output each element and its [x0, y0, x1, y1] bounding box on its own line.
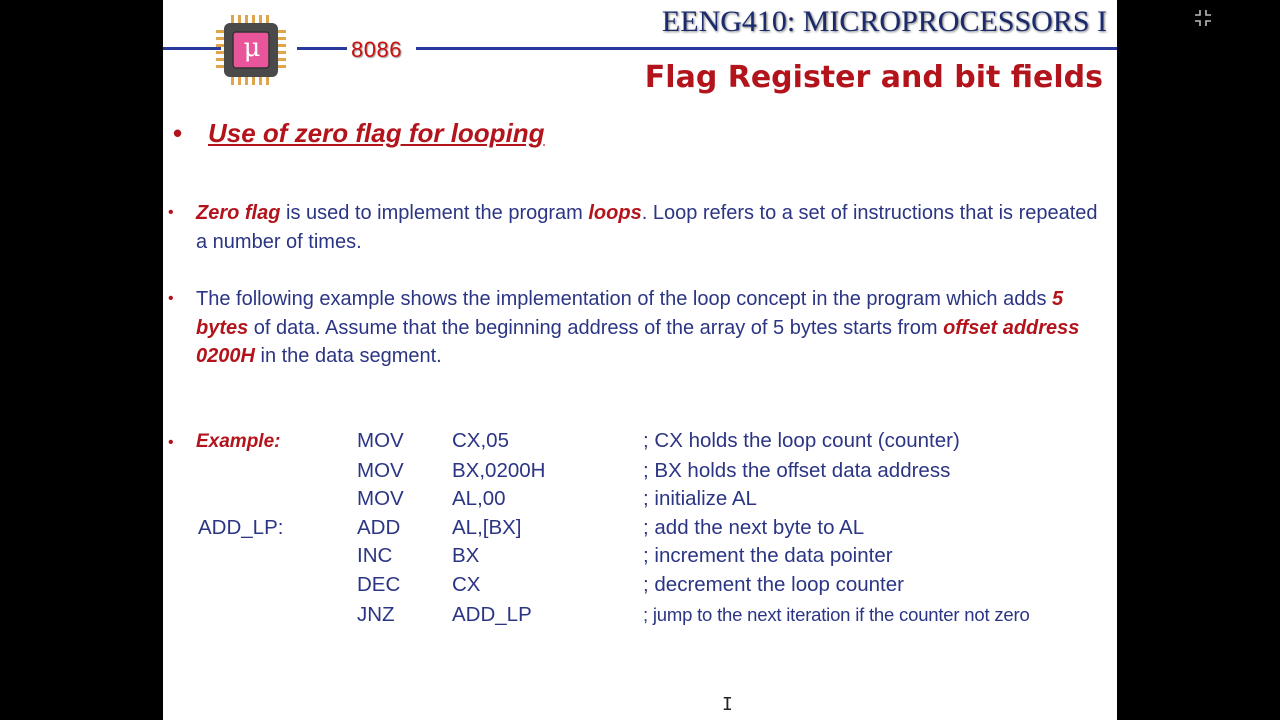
code-operand: BX [452, 544, 480, 567]
code-operand: AL,00 [452, 487, 506, 510]
code-label: ADD_LP: [198, 516, 284, 539]
header-rule-middle [297, 47, 347, 50]
code-comment: ; increment the data pointer [643, 544, 893, 567]
text-run: . Loop refers to a set of instructions that is repeated a number of times. [196, 202, 1098, 253]
text-run: is used to implement the program [280, 202, 589, 224]
emphasis-offset-address: offset address 0200H [196, 316, 1080, 367]
bullet-paragraph-2-text [196, 285, 1098, 371]
bullet-icon: • [173, 118, 183, 148]
code-op: ADD [357, 516, 401, 539]
code-operand: ADD_LP [452, 603, 532, 626]
code-comment: ; decrement the loop counter [643, 573, 904, 596]
course-title: EENG410: MICROPROCESSORS I [661, 5, 1107, 38]
code-comment: ; add the next byte to AL [643, 516, 865, 539]
code-op: MOV [357, 459, 404, 482]
header-rule-left [163, 47, 221, 50]
code-operand: CX [452, 573, 481, 596]
section-heading-text: Use of zero flag for looping [208, 118, 545, 148]
code-op: MOV [357, 487, 404, 510]
example-label: Example: [196, 431, 281, 452]
chip-symbol: μ [243, 33, 261, 63]
bullet-icon: • [168, 290, 174, 307]
code-operand: BX,0200H [452, 459, 546, 482]
emphasis-5-bytes: 5 bytes [196, 288, 1064, 339]
code-operand: CX,05 [452, 429, 509, 452]
bullet-paragraph-2 [168, 285, 1098, 371]
emphasis-zero-flag: Zero flag [196, 202, 281, 224]
slide [163, 0, 1117, 720]
code-comment: ; initialize AL [643, 487, 757, 510]
text-run: of data. Assume that the beginning address of the array of 5 bytes starts from [248, 316, 944, 339]
bullet-icon: • [168, 204, 174, 221]
header-rule-right [416, 47, 1117, 50]
bullet-paragraph-1-text [196, 199, 1098, 256]
code-comment: ; jump to the next iteration if the counter not zero [643, 604, 1030, 625]
bullet-paragraph-1 [168, 199, 1098, 256]
code-comment: ; BX holds the offset data address [643, 459, 951, 482]
bullet-icon: • [168, 434, 174, 451]
code-op: MOV [357, 429, 404, 452]
code-op: JNZ [357, 603, 395, 626]
text-cursor-icon: I [722, 694, 733, 715]
code-comment: ; CX holds the loop count (counter) [643, 429, 960, 452]
code-op: INC [357, 544, 393, 567]
chip-label: 8086 [351, 37, 402, 62]
code-op: DEC [357, 573, 401, 596]
text-run: The following example shows the implementation of the loop concept in the program which adds [196, 288, 1053, 310]
exit-fullscreen-icon[interactable] [1194, 9, 1212, 27]
text-run: in the data segment. [254, 345, 442, 367]
code-operand: AL,[BX] [452, 516, 522, 539]
emphasis-loops: loops [588, 202, 642, 224]
section-heading [173, 118, 545, 149]
slide-title: Flag Register and bit fields [644, 60, 1103, 95]
